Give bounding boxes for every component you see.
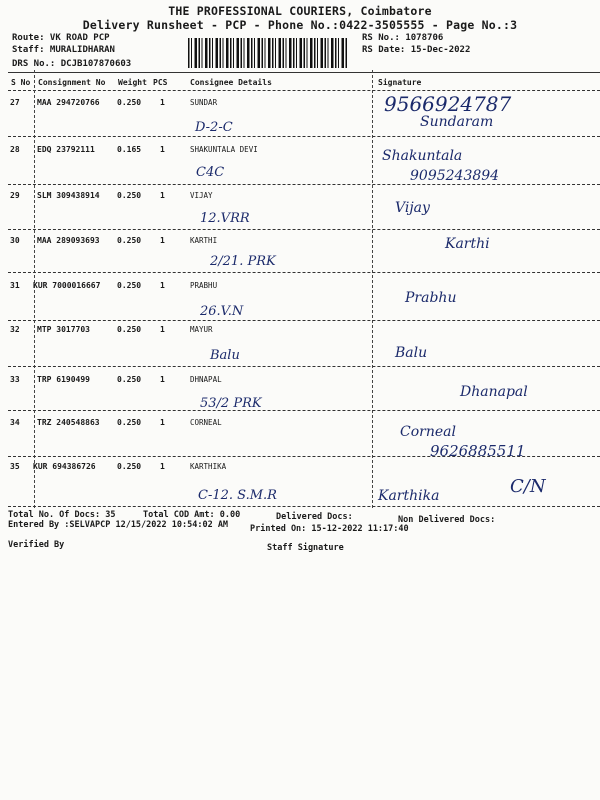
staff-signature: Staff Signature — [267, 543, 344, 553]
handwritten-address: D-2-C — [195, 120, 233, 135]
row-consignment: MAA 289093693 — [37, 236, 100, 245]
row-divider — [8, 229, 600, 230]
row-pcs: 1 — [160, 325, 165, 334]
handwritten-address: 53/2 PRK — [200, 396, 262, 411]
row-sno: 31 — [10, 281, 20, 290]
handwritten-signature: Balu — [395, 345, 428, 361]
handwritten-signature: Shakuntala — [382, 148, 463, 164]
row-pcs: 1 — [160, 236, 165, 245]
row-consignment: TRZ 240548863 — [37, 418, 100, 427]
row-sno: 30 — [10, 236, 20, 245]
row-sno: 35 — [10, 462, 20, 471]
handwritten-address: 26.V.N — [200, 304, 244, 319]
row-weight: 0.250 — [117, 191, 142, 200]
handwritten-signature: Karthika — [378, 488, 440, 504]
rs-number: RS No.: 1078706 — [362, 33, 444, 43]
handwritten-signature: 9566924787 — [384, 92, 512, 116]
row-consignment: EDQ 23792111 — [37, 145, 95, 154]
row-consignee: KARTHIKA — [190, 462, 227, 471]
row-divider — [8, 272, 600, 273]
row-sno: 27 — [10, 98, 20, 107]
table-bottom-rule — [8, 506, 600, 507]
row-divider — [8, 136, 600, 137]
handwritten-signature-line2: 9626885511 — [430, 442, 526, 460]
row-weight: 0.250 — [117, 325, 142, 334]
non-delivered-docs: Non Delivered Docs: — [398, 515, 496, 525]
delivered-docs: Delivered Docs: — [276, 512, 353, 522]
header-bottom-rule — [8, 90, 600, 91]
col-pcs: PCS — [153, 78, 168, 87]
handwritten-signature-line2: Sundaram — [420, 114, 494, 130]
row-sno: 28 — [10, 145, 20, 154]
row-consignee: VIJAY — [190, 191, 213, 200]
row-pcs: 1 — [160, 281, 165, 290]
handwritten-address: C-12. S.M.R — [198, 488, 277, 503]
handwritten-signature-line2: C/N — [510, 476, 546, 497]
row-consignment: MAA 294720766 — [37, 98, 100, 107]
row-weight: 0.250 — [117, 375, 142, 384]
company-title: THE PROFESSIONAL COURIERS, Coimbatore — [168, 4, 432, 18]
drs-label: DRS No.: DCJB107870603 — [12, 59, 132, 69]
row-pcs: 1 — [160, 98, 165, 107]
handwritten-signature: Vijay — [395, 200, 430, 216]
row-sno: 32 — [10, 325, 20, 334]
row-pcs: 1 — [160, 462, 165, 471]
handwritten-signature-line2: 9095243894 — [410, 168, 500, 184]
handwritten-signature: Dhanapal — [460, 384, 528, 400]
row-divider — [8, 366, 600, 367]
row-divider — [8, 410, 600, 411]
row-consignee: KARTHI — [190, 236, 218, 245]
row-pcs: 1 — [160, 418, 165, 427]
printed-on: Printed On: 15-12-2022 11:17:40 — [250, 524, 409, 534]
row-pcs: 1 — [160, 145, 165, 154]
row-consignment: TRP 6190499 — [37, 375, 90, 384]
staff-label: Staff: MURALIDHARAN — [12, 45, 115, 55]
row-consignee: SUNDAR — [190, 98, 218, 107]
handwritten-address: Balu — [210, 348, 240, 363]
row-consignment: KUR 7000016667 — [33, 281, 101, 290]
col-signature: Signature — [378, 78, 422, 87]
row-consignment: KUR 694386726 — [33, 462, 96, 471]
row-consignee: SHAKUNTALA DEVI — [190, 145, 258, 154]
row-divider — [8, 320, 600, 321]
table-top-rule — [8, 72, 600, 73]
row-consignee: MAYUR — [190, 325, 213, 334]
runsheet-subtitle: Delivery Runsheet - PCP - Phone No.:0422-3505555 - Page No.:3 — [82, 18, 518, 32]
handwritten-signature: Karthi — [445, 236, 490, 252]
col-weight: Weight — [118, 78, 147, 87]
barcode — [188, 38, 348, 68]
col-consignee: Consignee Details — [190, 78, 272, 87]
handwritten-address: 2/21. PRK — [210, 254, 276, 269]
row-weight: 0.250 — [117, 418, 142, 427]
row-weight: 0.250 — [117, 281, 142, 290]
row-weight: 0.165 — [117, 145, 142, 154]
total-docs: Total No. Of Docs: 35 — [8, 510, 116, 520]
row-weight: 0.250 — [117, 98, 142, 107]
row-consignment: MTP 3017703 — [37, 325, 90, 334]
col-consignment: Consignment No — [38, 78, 106, 87]
row-sno: 33 — [10, 375, 20, 384]
route-label: Route: VK ROAD PCP — [12, 33, 110, 43]
row-weight: 0.250 — [117, 236, 142, 245]
handwritten-address: C4C — [196, 165, 225, 180]
col-sno: S No — [11, 78, 31, 87]
handwritten-signature: Prabhu — [405, 290, 457, 306]
row-weight: 0.250 — [117, 462, 142, 471]
row-consignment: SLM 309438914 — [37, 191, 100, 200]
handwritten-address: 12.VRR — [200, 211, 250, 226]
row-consignee: PRABHU — [190, 281, 218, 290]
total-cod: Total COD Amt: 0.00 — [143, 510, 241, 520]
row-divider — [8, 184, 600, 185]
row-sno: 34 — [10, 418, 20, 427]
row-consignee: CORNEAL — [190, 418, 222, 427]
entered-by: Entered By :SELVAPCP 12/15/2022 10:54:02 AM — [8, 520, 229, 530]
row-divider — [8, 456, 600, 457]
row-consignee: DHNAPAL — [190, 375, 222, 384]
handwritten-signature: Corneal — [400, 424, 456, 440]
row-sno: 29 — [10, 191, 20, 200]
row-pcs: 1 — [160, 191, 165, 200]
row-pcs: 1 — [160, 375, 165, 384]
rs-date: RS Date: 15-Dec-2022 — [362, 45, 471, 55]
verified-by: Verified By — [8, 540, 65, 550]
